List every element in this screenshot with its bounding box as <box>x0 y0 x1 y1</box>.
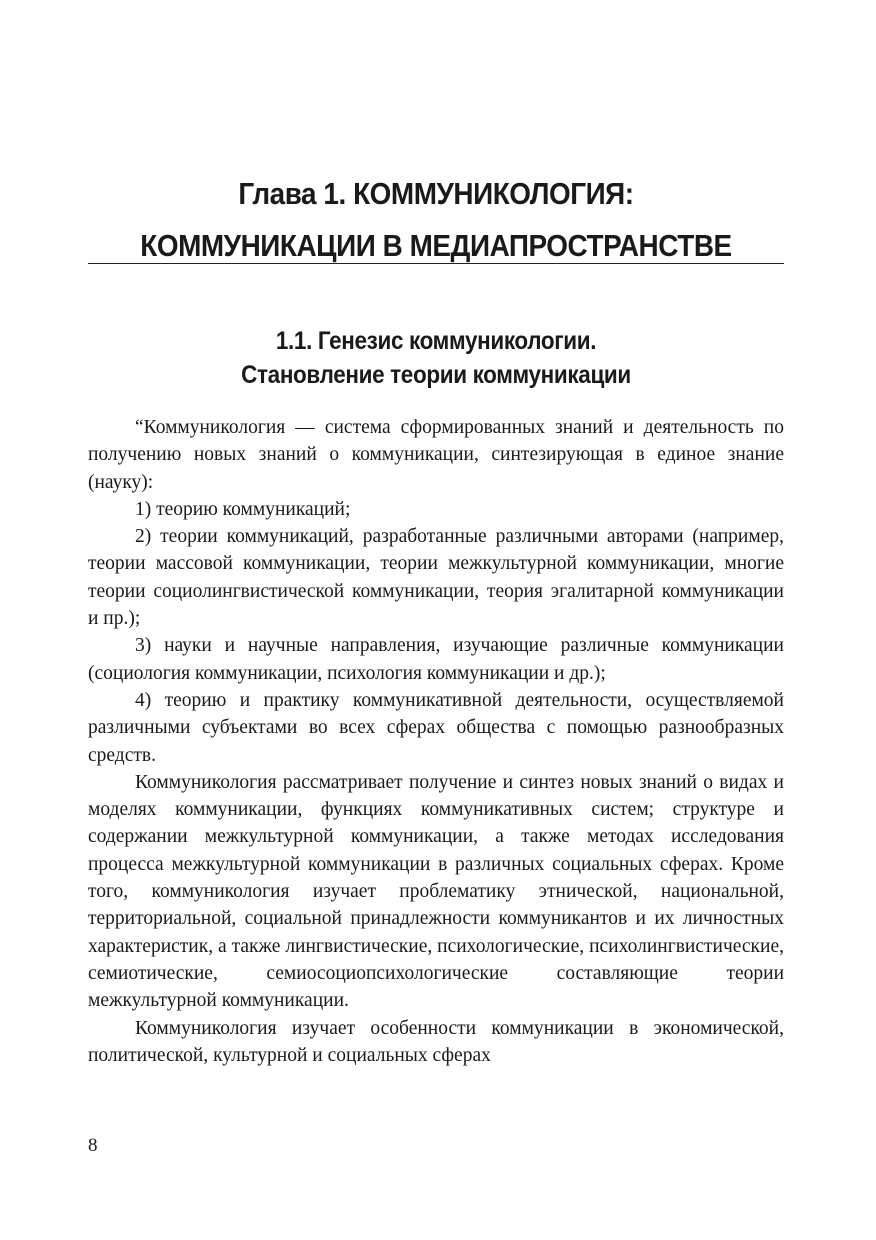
chapter-title-line-1: Глава 1. КОММУНИКОЛОГИЯ: <box>238 176 634 211</box>
paragraph-list-item-3: 3) науки и научные направления, изучающие различные коммуникации (социология коммуникации, психология коммуникации и др.); <box>88 635 784 684</box>
section-title-line-1: 1.1. Генезис коммуникологии. <box>275 327 597 355</box>
chapter-divider <box>88 263 784 264</box>
paragraph-scope: Коммуникология рассматривает получение и синтез новых знаний о видах и моделях коммуникации, функциях коммуникативных систем; структуре и содержании межкультурной коммуникации, а также методах исследования процесса межкультурной коммуникации в различных социальных сферах. Кроме того, коммуникология изучает проблематику этнической, национальной, территориальной, социальной принадлежности коммуникантов и их личностных характеристик, а также лингвистические, психологические, психолингвистические, семиотические, семиосоциопсихологические составляющие теории межкультурной коммуникации. <box>88 771 784 1012</box>
paragraph-definition: “Коммуникология — система сформированных знаний и деятельность по получению новых знаний о коммуникации, синтезирующая в единое знание (науку): <box>88 417 784 493</box>
section-title-line-2: Становление теории коммуникации <box>241 361 631 389</box>
chapter-title <box>123 168 749 272</box>
section-title <box>123 324 749 392</box>
body-text <box>88 414 784 1069</box>
chapter-title-line-2: КОММУНИКАЦИИ В МЕДИАПРОСТРАНСТВЕ <box>140 228 732 263</box>
paragraph-list-item-2: 2) теории коммуникаций, разработанные различными авторами (например, теории массовой коммуникации, теории межкультурной коммуникации, многие теории социолингвистической коммуникации, теория эгалитарной коммуникации и пр.); <box>88 526 784 630</box>
paragraph-list-item-4: 4) теорию и практику коммуникативной деятельности, осуществляемой различными субъектами во всех сферах общества с помощью разнообразных средств. <box>88 689 784 766</box>
paragraph-list-item-1: 1) теорию коммуникаций; <box>135 498 351 520</box>
paragraph-spheres: Коммуникология изучает особенности коммуникации в экономической, политической, культурной и социальных сферах <box>88 1017 784 1066</box>
page-number: 8 <box>88 1135 98 1156</box>
